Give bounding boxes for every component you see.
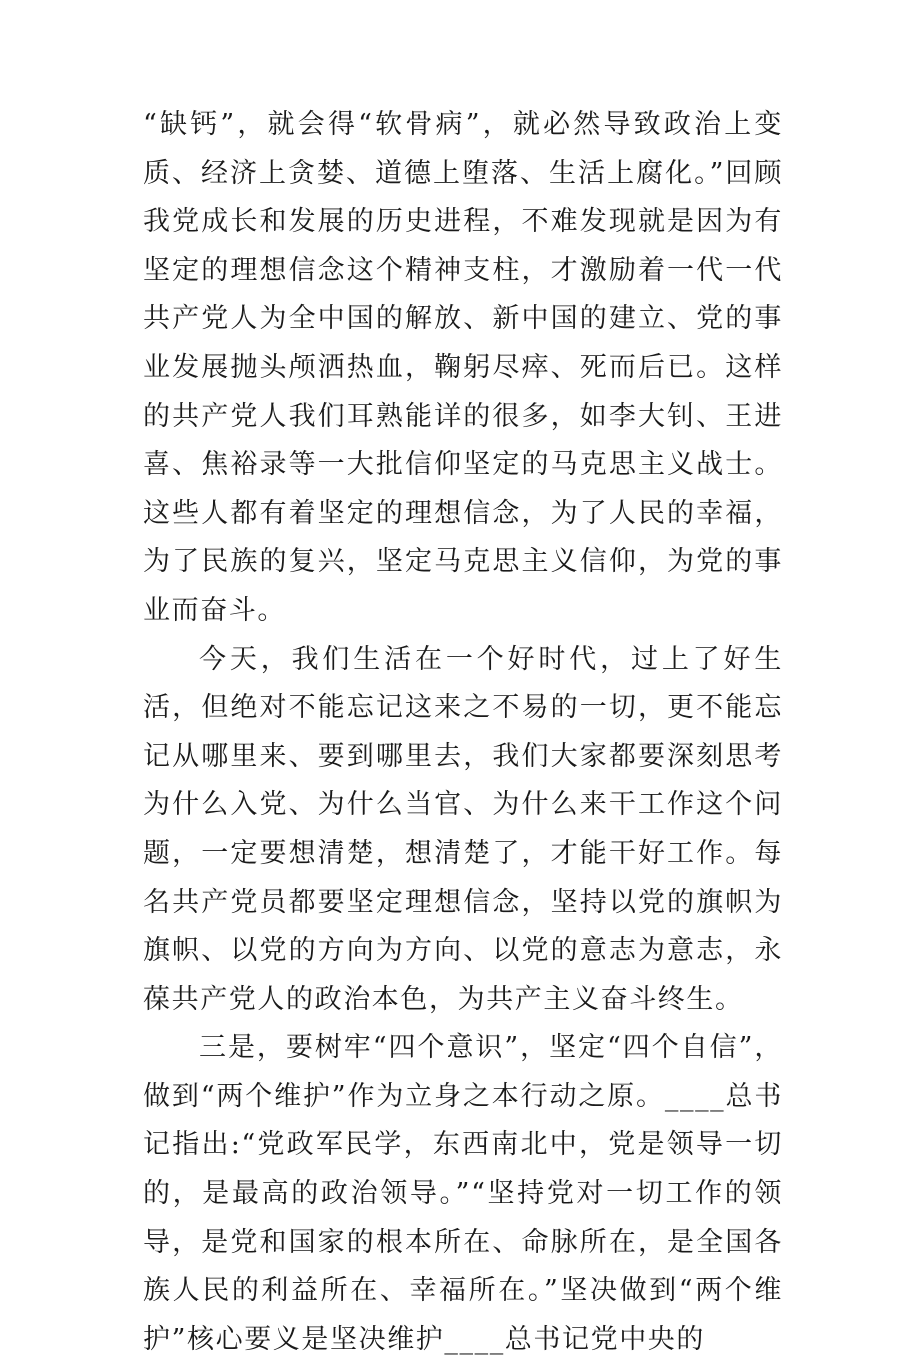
paragraph-point-three: 三是，要树牢“四个意识”，坚定“四个自信”，做到“两个维护”作为立身之本行动之原。____总书记指出:“党政军民学，东西南北中，党是领导一切的，是最高的政治领导。”“坚持党对一切工作的领导，是党和国家的根本所在、命脉所在，是全国各族人民的利益所在、幸福所在。”坚决做到“两个维护”核心要义是坚决维护____总书记党中央的: [143, 1032, 783, 1355]
paragraph-continued: “缺钙”，就会得“软骨病”，就必然导致政治上变质、经济上贪婪、道德上堕落、生活上腐化。”回顾我党成长和发展的历史进程，不难发现就是因为有坚定的理想信念这个精神支柱，才激励着一代一代共产党人为全中国的解放、新中国的建立、党的事业发展抛头颅洒热血，鞠躬尽瘁、死而后已。这样的共产党人我们耳熟能详的很多，如李大钊、王进喜、焦裕录等一大批信仰坚定的马克思主义战士。这些人都有着坚定的理想信念，为了人民的幸福，为了民族的复兴，坚定马克思主义信仰，为党的事业而奋斗。: [143, 109, 783, 626]
document-body: [143, 101, 783, 1364]
paragraph-today: 今天，我们生活在一个好时代，过上了好生活，但绝对不能忘记这来之不易的一切，更不能忘记从哪里来、要到哪里去，我们大家都要深刻思考为什么入党、为什么当官、为什么来干工作这个问题，一定要想清楚，想清楚了，才能干好工作。每名共产党员都要坚定理想信念，坚持以党的旗帜为旗帜、以党的方向为方向、以党的意志为意志，永葆共产党人的政治本色，为共产主义奋斗终生。: [143, 643, 783, 1015]
